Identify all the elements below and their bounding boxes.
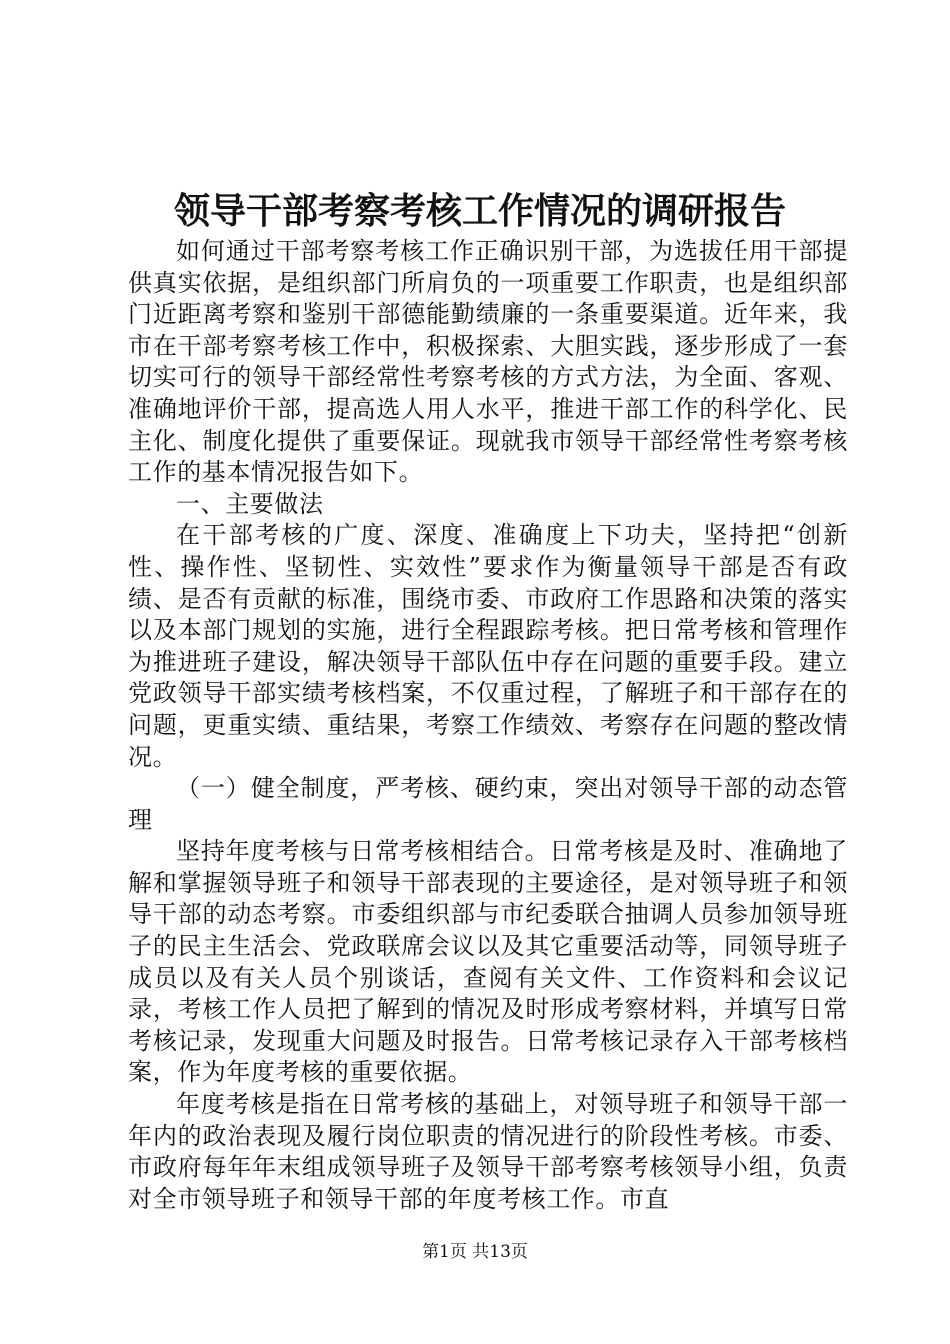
page-number-footer: 第1页 共13页: [422, 1242, 528, 1262]
paragraph-annual-assessment: 年度考核是指在日常考核的基础上，对领导班子和领导干部一年内的政治表现及履行岗位职责的情况进行的阶段性考核。市委、市政府每年年末组成领导班子及领导干部考察考核领导小组，负责对全市领导班子和领导干部的年度考核工作。市直: [128, 1090, 848, 1213]
paragraph-daily-assessment: 坚持年度考核与日常考核相结合。日常考核是及时、准确地了解和掌握领导班子和领导干部表现的主要途径，是对领导班子和领导干部的动态考察。市委组织部与市纪委联合抽调人员参加领导班子的民主生活会、党政联席会议以及其它重要活动等，同领导班子成员以及有关人员个别谈话，查阅有关文件、工作资料和会议记录，考核工作人员把了解到的情况及时形成考察材料，并填写日常考核记录，发现重大问题及时报告。日常考核记录存入干部考核档案，作为年度考核的重要依据。: [128, 837, 848, 1087]
subsection-heading-1: （一）健全制度，严考核、硬约束，突出对领导干部的动态管理: [128, 774, 848, 834]
paragraph-intro: 如何通过干部考察考核工作正确识别干部，为选拔任用干部提供真实依据，是组织部门所肩负的一项重要工作职责，也是组织部门近距离考察和鉴别干部德能勤绩廉的一条重要渠道。近年来，我市在干部考察考核工作中，积极探索、大胆实践，逐步形成了一套切实可行的领导干部经常性考察考核的方式方法，为全面、客观、准确地评价干部，提高选人用人水平，推进干部工作的科学化、民主化、制度化提供了重要保证。现就我市领导干部经常性考察考核工作的基本情况报告如下。: [128, 237, 848, 487]
section-heading-main-practices: 一、主要做法: [176, 489, 324, 518]
paragraph-practices: 在干部考核的广度、深度、准确度上下功夫，坚持把“创新性、操作性、坚韧性、实效性”要求作为衡量领导干部是否有政绩、是否有贡献的标准，围绕市委、市政府工作思路和决策的落实以及本部门规划的实施，进行全程跟踪考核。把日常考核和管理作为推进班子建设，解决领导干部队伍中存在问题的重要手段。建立党政领导干部实绩考核档案，不仅重过程，了解班子和干部存在的问题，更重实绩、重结果，考察工作绩效、考察存在问题的整改情况。: [128, 521, 848, 771]
document-title: 领导干部考察考核工作情况的调研报告: [173, 190, 786, 232]
document-body: [128, 236, 848, 1215]
